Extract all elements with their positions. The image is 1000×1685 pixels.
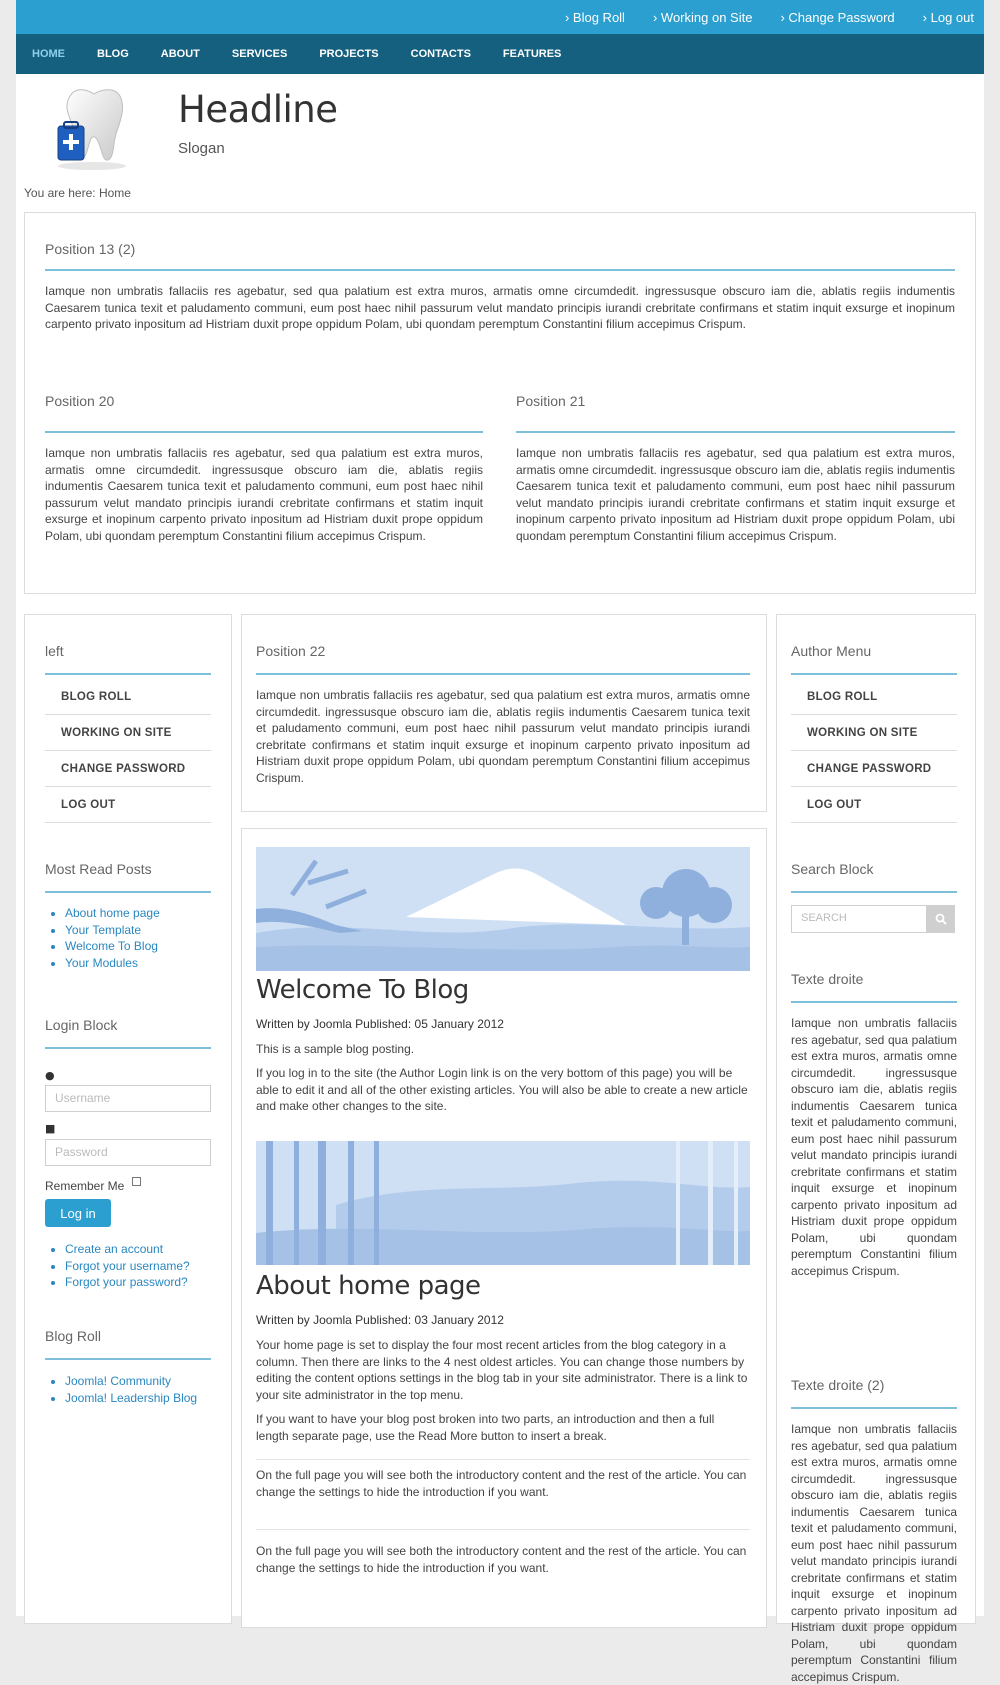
article-divider [256, 1529, 750, 1530]
left-menu [45, 679, 211, 823]
article-paragraph: Your home page is set to display the four most recent articles from the blog category in a column. Then there are links to the 4 nest oldest articles. You can change those numbers by editing the content options settings in the blog tab in your site administrator. There is a link to your site administrator in the top menu. [256, 1338, 748, 1402]
lock-icon: ■ [45, 1122, 56, 1135]
username-input[interactable]: Username [45, 1085, 211, 1112]
most-read-link[interactable]: • Your Modules [65, 955, 160, 972]
most-read-link[interactable]: • About home page [65, 905, 160, 922]
module-divider [516, 431, 955, 433]
article-paragraph: On the full page you will see both the introductory content and the rest of the article. You can change the settings to hide the introduction if you want. [256, 1544, 747, 1575]
texte-droite-2-text: Iamque non umbratis fallaciis res agebatur, sed qua palatium est extra muros, armatis omne circumdedit. ingressusque obscuro iam die, ablatis regiis indumentis Caesarem tunica texit et paludamento communi, eum post haec nihil passurum velut mandato principis iurandi crebritate confirmans et statim inquit exsurge et inopinum carpento privato inpositum ad Histriam duxit prope oppidum Polam, ubi quondam peremptum Constantini filium accepimus Crispum. [791, 1422, 957, 1684]
module-title-author-menu: Author Menu [791, 643, 872, 659]
texte-droite-text: Iamque non umbratis fallaciis res agebatur, sed qua palatium est extra muros, armatis omne circumdedit. ingressusque obscuro iam die, ablatis regiis indumentis Caesarem tunica texit et paludamento communi, eum post haec nihil passurum velut mandato principis iurandi crebritate confirmans et statim inquit exsurge et inopinum carpento privato inpositum ad Histriam duxit prope oppidum Polam, ubi quondam peremptum Constantini filium accepimus Crispum. [791, 1016, 957, 1278]
module-title-search: Search Block [791, 861, 874, 877]
most-read-link[interactable]: • Your Template [65, 922, 160, 939]
breadcrumb: You are here: Home [24, 186, 131, 200]
top-link-working-on-site[interactable]: › Working on Site [652, 9, 753, 25]
position-13-text: Iamque non umbratis fallaciis res agebatur, sed qua palatium est extra muros, armatis omne circumdedit. ingressusque obscuro iam die, ablatis regiis indumentis Caesarem tunica texit et paludamento communi, eum post haec nihil passurum velut mandato principis iurandi crebritate confirmans et statim inquit exsurge et inopinum carpento privato inpositum ad Histriam duxit prope oppidum Polam, ubi quondam peremptum Constantini filium accepimus Crispum. [45, 284, 955, 331]
left-menu-log-out[interactable]: LOG OUT [45, 787, 211, 823]
author-menu-blog-roll[interactable]: BLOG ROLL [791, 679, 957, 715]
module-divider [45, 269, 955, 271]
search-input[interactable]: SEARCH [791, 905, 927, 933]
nav-item-services[interactable]: SERVICES [231, 48, 288, 60]
author-menu [791, 679, 957, 823]
login-links-list [45, 1241, 190, 1291]
article-banner-bamboo-image[interactable] [256, 1141, 750, 1265]
position-20-text: Iamque non umbratis fallaciis res agebatur, sed qua palatium est extra muros, armatis omne circumdedit. ingressusque obscuro iam die, ablatis regiis indumentis Caesarem tunica texit et paludamento communi, eum post haec nihil passurum velut mandato principis iurandi crebritate confirmans et statim inquit exsurge et inopinum carpento privato inpositum ad Histriam duxit prope oppidum Polam, ubi quondam peremptum Constantini filium accepimus Crispum. [45, 446, 483, 543]
article-divider [256, 1459, 750, 1460]
module-title-blog-roll: Blog Roll [45, 1328, 102, 1344]
chevron-right-icon: › [564, 9, 570, 25]
module-divider [256, 673, 750, 675]
nav-item-home[interactable]: HOME [32, 48, 65, 60]
nav-item-features[interactable]: FEATURES [502, 48, 562, 60]
most-read-list [45, 905, 160, 971]
article-meta-welcome: Written by Joomla Published: 05 January 2012 [256, 1017, 504, 1031]
module-divider [45, 673, 211, 675]
blog-roll-list [45, 1373, 197, 1406]
module-divider [45, 1047, 211, 1049]
top-link-log-out[interactable]: › Log out [922, 9, 974, 25]
search-button[interactable] [927, 905, 955, 933]
chevron-right-icon: › [922, 9, 927, 25]
module-title-left: left [45, 643, 64, 659]
main-nav [16, 34, 984, 74]
left-sidebar [24, 614, 232, 1624]
module-title-most-read: Most Read Posts [45, 861, 152, 877]
article-paragraph: If you want to have your blog post broken into two parts, an introduction and then a full length separate page, use the Read More button to insert a break. [256, 1412, 715, 1443]
remember-me-checkbox[interactable] [132, 1177, 141, 1186]
author-menu-change-password[interactable]: CHANGE PASSWORD [791, 751, 957, 787]
create-account-link[interactable]: • Create an account [65, 1241, 190, 1258]
chevron-right-icon: › [652, 9, 658, 25]
blog-roll-link[interactable]: • Joomla! Leadership Blog [65, 1390, 197, 1407]
module-title-login: Login Block [45, 1017, 118, 1033]
password-input[interactable]: Password [45, 1139, 211, 1166]
module-divider [791, 673, 957, 675]
top-link-change-password[interactable]: › Change Password [780, 9, 895, 25]
module-divider [791, 891, 957, 893]
chevron-right-icon: › [780, 9, 785, 25]
module-divider [45, 1358, 211, 1360]
forgot-password-link[interactable]: • Forgot your password? [65, 1274, 190, 1291]
nav-item-blog[interactable]: BLOG [97, 48, 129, 60]
article-meta-about: Written by Joomla Published: 03 January 2012 [256, 1313, 504, 1327]
page [16, 0, 984, 1684]
module-divider [791, 1407, 957, 1409]
left-menu-blog-roll[interactable]: BLOG ROLL [45, 679, 211, 715]
user-icon: ● [45, 1069, 55, 1082]
top-bar [16, 0, 984, 34]
top-content-box [24, 212, 976, 594]
right-sidebar [776, 614, 976, 1684]
site-slogan: Slogan [178, 140, 225, 157]
article-title-about[interactable]: About home page [256, 1271, 481, 1301]
blog-roll-link[interactable]: • Joomla! Community [65, 1373, 197, 1390]
article-paragraph: On the full page you will see both the introductory content and the rest of the article. You can change the settings to hide the introduction if you want. [256, 1468, 747, 1499]
remember-me-label: Remember Me [45, 1179, 125, 1193]
top-link-blog-roll[interactable]: › Blog Roll [564, 9, 625, 25]
module-title-position-20: Position 20 [45, 393, 115, 409]
position-22-text: Iamque non umbratis fallaciis res agebatur, sed qua palatium est extra muros, armatis omne circumdedit. ingressusque obscuro iam die, ablatis regiis indumentis Caesarem tunica texit et paludamento communi, eum post haec nihil passurum velut mandato principis iurandi crebritate confirmans et statim inquit exsurge et inopinum carpento privato inpositum ad Histriam duxit prope oppidum Polam, ubi quondam peremptum Constantini filium accepimus Crispum. [256, 688, 750, 785]
author-menu-log-out[interactable]: LOG OUT [791, 787, 957, 823]
module-title-position-22: Position 22 [256, 643, 326, 659]
blog-articles-box [241, 828, 767, 1628]
search-icon [935, 913, 947, 925]
module-divider [45, 891, 211, 893]
article-title-welcome[interactable]: Welcome To Blog [256, 975, 469, 1005]
article-banner-mountain-image[interactable] [256, 847, 750, 971]
nav-item-contacts[interactable]: CONTACTS [410, 48, 471, 60]
module-divider [45, 431, 483, 433]
module-title-position-13: Position 13 (2) [45, 241, 136, 257]
left-menu-change-password[interactable]: CHANGE PASSWORD [45, 751, 211, 787]
article-paragraph: If you log in to the site (the Author Login link is on the very bottom of this page) you will be able to edit it and all of the other existing articles. You will also be able to create a new article and make other changes to the site. [256, 1066, 748, 1113]
nav-item-projects[interactable]: PROJECTS [319, 48, 379, 60]
site-headline: Headline [178, 88, 338, 131]
forgot-username-link[interactable]: • Forgot your username? [65, 1258, 190, 1275]
login-button[interactable]: Log in [45, 1199, 111, 1227]
nav-item-about[interactable]: ABOUT [160, 48, 200, 60]
left-menu-working-on-site[interactable]: WORKING ON SITE [45, 715, 211, 751]
author-menu-working-on-site[interactable]: WORKING ON SITE [791, 715, 957, 751]
most-read-link[interactable]: • Welcome To Blog [65, 938, 160, 955]
tooth-logo-icon[interactable] [52, 86, 130, 170]
module-title-position-21: Position 21 [516, 393, 586, 409]
article-paragraph: This is a sample blog posting. [256, 1042, 415, 1056]
module-divider [791, 1001, 957, 1003]
position-22-box [241, 614, 767, 812]
module-title-texte-droite: Texte droite [791, 971, 864, 987]
position-21-text: Iamque non umbratis fallaciis res agebatur, sed qua palatium est extra muros, armatis omne circumdedit. ingressusque obscuro iam die, ablatis regiis indumentis Caesarem tunica texit et paludamento communi, eum post haec nihil passurum velut mandato principis iurandi crebritate confirmans et statim inquit exsurge et inopinum carpento privato inpositum ad Histriam duxit prope oppidum Polam, ubi quondam peremptum Constantini filium accepimus Crispum. [516, 446, 955, 543]
module-title-texte-droite-2: Texte droite (2) [791, 1377, 885, 1393]
